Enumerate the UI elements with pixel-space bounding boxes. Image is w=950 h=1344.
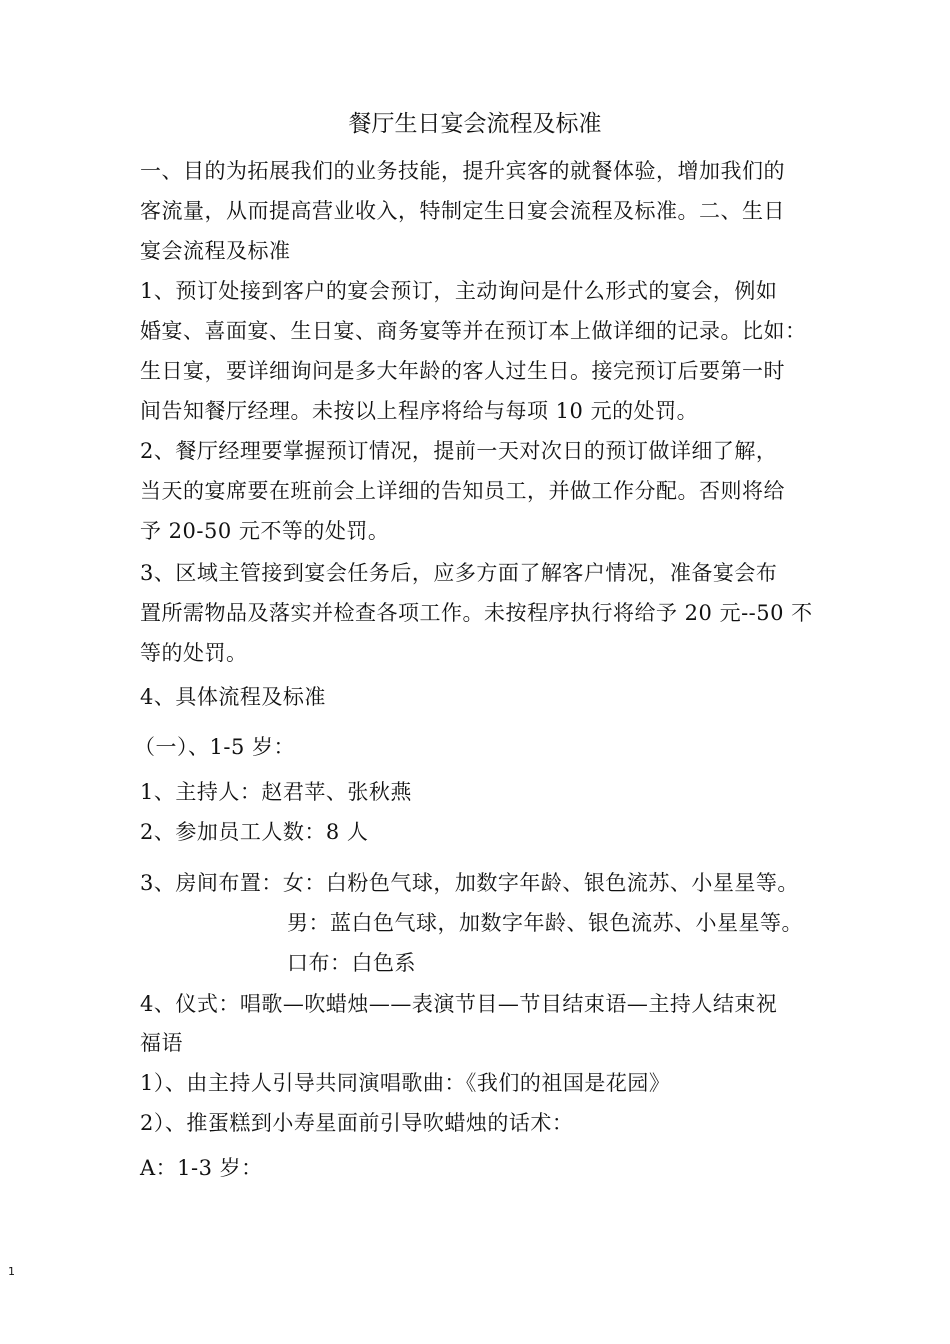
list-item: 2、参加员工人数：8 人 <box>140 820 369 844</box>
list-item: 4、仪式：唱歌—吹蜡烛——表演节目—节目结束语—主持人结束祝 <box>140 992 778 1016</box>
paragraph-line: 间告知餐厅经理。未按以上程序将给与每项 10 元的处罚。 <box>140 399 699 423</box>
paragraph-line: 一、目的为拓展我们的业务技能，提升宾客的就餐体验，增加我们的 <box>140 159 785 183</box>
list-item: 1）、由主持人引导共同演唱歌曲：《我们的祖国是花园》 <box>140 1071 671 1095</box>
list-item: 1、主持人：赵君苹、张秋燕 <box>140 780 412 804</box>
section-heading: 4、具体流程及标准 <box>140 685 326 709</box>
paragraph-line: 1、预订处接到客户的宴会预订，主动询问是什么形式的宴会，例如 <box>140 279 778 303</box>
list-item-continuation: 口布：白色系 <box>287 951 416 975</box>
paragraph-line: 当天的宴席要在班前会上详细的告知员工，并做工作分配。否则将给 <box>140 479 785 503</box>
paragraph-line: 3、区域主管接到宴会任务后，应多方面了解客户情况，准备宴会布 <box>140 561 778 585</box>
paragraph-line: 婚宴、喜面宴、生日宴、商务宴等并在预订本上做详细的记录。比如： <box>140 319 807 343</box>
subsection-heading: （一）、1-5 岁： <box>134 735 295 759</box>
page-number: 1 <box>8 1265 15 1278</box>
paragraph-line: 等的处罚。 <box>140 641 248 665</box>
list-item-continuation: 男：蓝白色气球，加数字年龄、银色流苏、小星星等。 <box>287 911 803 935</box>
paragraph-line: 客流量，从而提高营业收入，特制定生日宴会流程及标准。二、生日 <box>140 199 785 223</box>
paragraph-line: 予 20-50 元不等的处罚。 <box>140 519 390 543</box>
document-title: 餐厅生日宴会流程及标准 <box>348 111 602 137</box>
list-item: A：1-3 岁： <box>140 1156 263 1180</box>
list-item-continuation: 福语 <box>140 1031 183 1055</box>
paragraph-line: 2、餐厅经理要掌握预订情况，提前一天对次日的预订做详细了解， <box>140 439 778 463</box>
list-item: 3、房间布置：女：白粉色气球，加数字年龄、银色流苏、小星星等。 <box>140 871 799 895</box>
list-item: 2）、推蛋糕到小寿星面前引导吹蜡烛的话术： <box>140 1111 574 1135</box>
paragraph-line: 置所需物品及落实并检查各项工作。未按程序执行将给予 20 元--50 不 <box>140 601 813 625</box>
paragraph-line: 宴会流程及标准 <box>140 239 291 263</box>
paragraph-line: 生日宴，要详细询问是多大年龄的客人过生日。接完预订后要第一时 <box>140 359 785 383</box>
